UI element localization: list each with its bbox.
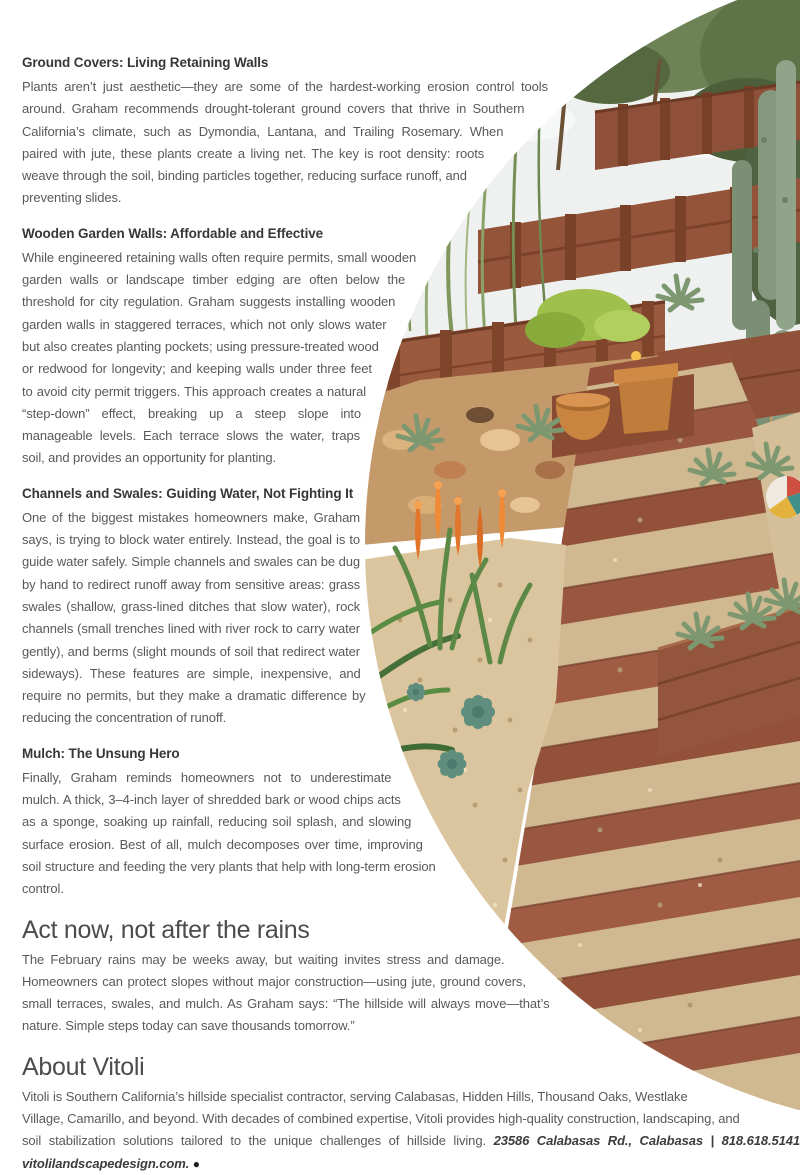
body-act-now: The February rains may be weeks away, but waiting invites stress and damage. Homeowners can protect slopes without major construction—using jute, ground covers, small terraces, swales, and mulch. As Graham says: “The hillside will always move—that’s nature. Simple steps today can save thousands tomorrow.” (22, 951, 550, 1034)
section-heading-ground-covers: Ground Covers: Living Retaining Walls (22, 55, 269, 70)
body-about-vitoli (22, 1086, 800, 1175)
heading-about-vitoli: About Vitoli (22, 1052, 145, 1081)
section-body-ground-covers: Plants aren’t just aesthetic—they are some of the hardest-working erosion control tools around. Graham recommends drought-tolerant ground covers that thrive in Southern California’s climate, such as Dymondia, Lantana, and Trailing Rosemary. When paired with jute, these plants create a living net. The key is root density: roots weave through the soil, binding particles together, reducing surface runoff, and preventing slides. (22, 79, 548, 206)
article-end-mark: ● (192, 1156, 200, 1171)
section-heading-wooden-walls: Wooden Garden Walls: Affordable and Effective (22, 225, 324, 241)
section-body-wooden-walls: While engineered retaining walls often require permits, small wooden garden walls or landscape timber edging are often below the threshold for city regulation. Graham suggests installing wooden garden walls in staggered terraces, which not only slows water but also creates planting pockets; using pressure-treated wood or redwood for longevity; and keeping walls under three feet to avoid city permit triggers. This approach creates a natural “step-down” effect, breaking up a steep slope into manageable levels. Each terrace slows the water, traps soil, and provides an opportunity for planting. (22, 249, 417, 466)
section-body-channels-swales: One of the biggest mistakes homeowners make, Graham says, is trying to block water entirely. Instead, the goal is to guide water safely. Simple channels and swales can be dug by hand to redirect runoff away from sensitive areas: grass swales (shallow, grass-lined ditches that slow water), rock channels (small trenches lined with river rock to carry water gently), and berms (slight mounds of soil that redirect water sideways). These features are simple, inexpensive, and require no permits, but they make a dramatic difference by reducing the concentration of runoff. (22, 509, 366, 726)
company-website[interactable]: vitolilandscapedesign.com. (22, 1155, 190, 1171)
section-heading-mulch: Mulch: The Unsung Hero (22, 745, 180, 761)
section-heading-channels-swales: Channels and Swales: Guiding Water, Not Fighting It (22, 485, 354, 501)
section-body-mulch: Finally, Graham reminds homeowners not to underestimate mulch. A thick, 3–4-inch layer of shredded bark or wood chips acts as a sponge, soaking up rainfall, reducing soil splash, and slowing surface erosion. Best of all, mulch decomposes over time, improving soil structure and feeding the very plants that help with long-term erosion control. (22, 769, 436, 897)
heading-act-now: Act now, not after the rains (22, 915, 310, 944)
about-text: Vitoli is Southern California’s hillside specialist contractor, serving Calabasas, Hidden Hills, Thousand Oaks, Westlake Village, Camarillo, and beyond. With decades of combined expertise, Vitoli provides high-quality construction, landscaping, and soil stabilization solutions tailored to the unique challenges of hillside living. (22, 1088, 740, 1149)
company-address: 23586 Calabasas Rd., Calabasas | 818.618.5141 (493, 1133, 800, 1149)
